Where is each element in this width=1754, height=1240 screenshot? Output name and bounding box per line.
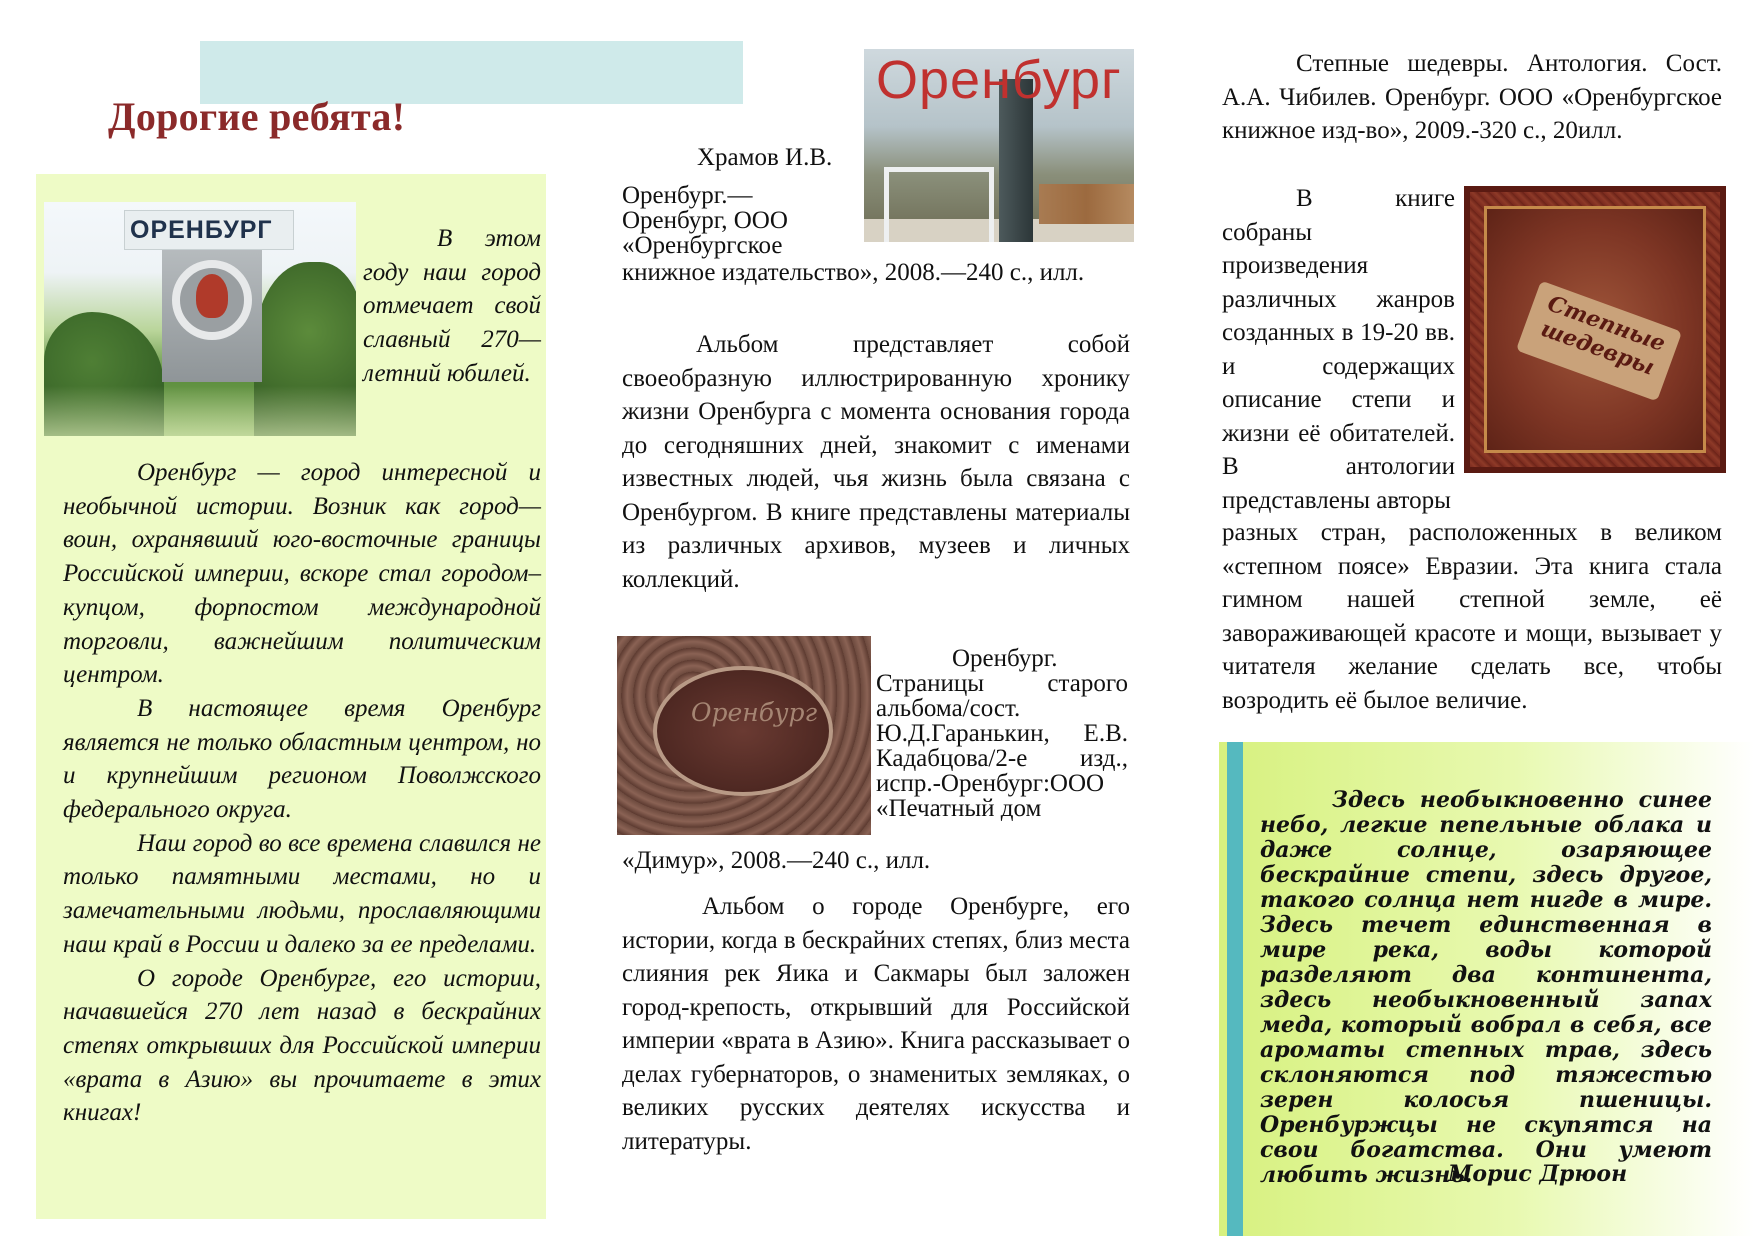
intro-text (363, 222, 541, 391)
book3-description: В книге собраны произведения различных жанров созданных в 19-20 вв. и содержащих описание степи и жизни её обитателей. В антологии представлены авторы (1222, 185, 1455, 514)
quote-text: Здесь необыкновенно синее небо, легкие пепельные облака и даже солнце, озаряющее бескрайние степи, здесь другое, такого солнца нет нигде в мире. Здесь течет единственная в мире река, воды которой разделяют два континента, здесь необыкновенный запах меда, который вобрал в себя, все ароматы степных трав, здесь склоняются под тяжестью зерен колосья пшеницы. Оренбуржцы не скупятся на свои богатства. Они умеют любить жизнь. (1260, 787, 1712, 1188)
book3-description-continued: разных стран, расположенных в великом «степном поясе» Евразии. Эта книга стала гимном нашей степной земле, её завораживающей красоте и мощи, вызывает у читателя желание сделать все, чтобы возродить её былое величие. (1222, 519, 1722, 714)
quote-author: Морис Дрюон (1448, 1161, 1628, 1187)
book1-description: Альбом представляет собой своеобразную иллюстрированную хронику жизни Оренбурга с момента основания города до сегодняшних дней, знакомит с именами известных людей, чья жизнь была связана с Оренбургом. В книге представлены материалы из различных архивов, музеев и личных коллекций. (622, 331, 1130, 593)
intro-paragraph: Оренбург — город интересной и необычной истории. Возник как город—воин, охранявший юго-восточные границы Российской империи, вскоре стал городом–купцом, форпостом международной торговли, важнейшим политическим центром. (63, 459, 541, 689)
book2-reference-rest: «Димур», 2008.—240 с., илл. (622, 847, 931, 874)
book2-description: Альбом о городе Оренбурге, его истории, когда в бескрайних степях, близ места слияния рек Яика и Сакмары был заложен город-крепость, открывший для Российской империи «врата в Азию». Книга рассказывает о делах губернаторов, о знаменитых земляках, о великих русских деятелях искусства и литературы. (622, 893, 1130, 1155)
book1-reference-rest: книжное издательство», 2008.—240 с., илл. (622, 259, 1085, 286)
book1-cover-title: Оренбург (876, 50, 1122, 110)
book1-author: Храмов И.В. (697, 144, 833, 171)
welcome-sign-text: ОРЕНБУРГ (130, 216, 273, 244)
intro-paragraph: В настоящее время Оренбург является не только областным центром, но и крупнейшим регионом Поволжского федерального округа. (63, 694, 541, 824)
intro-body (63, 456, 541, 1130)
book3-reference: Степные шедевры. Антология. Сост. А.А. Чибилев. Оренбург. ООО «Оренбургское книжное изд-во», 2009.-320 с., 20илл. (1222, 50, 1722, 144)
book2-cover (617, 636, 871, 835)
book3-cover (1464, 186, 1726, 473)
book1-reference: Оренбург.— Оренбург, ООО «Оренбургское (622, 182, 788, 259)
book2-cover-title: Оренбург (691, 698, 818, 727)
intro-paragraph: В этом году наш город отмечает свой славный 270—летний юбилей. (363, 225, 541, 387)
book2-reference: Оренбург. Страницы старого альбома/сост. Ю.Д.Гаранькин, Е.В. Кадабцова/2-е изд., испр.-Оренбург:ООО «Печатный дом (876, 645, 1128, 822)
intro-paragraph: О городе Оренбурге, его истории, начавшейся 270 лет назад в бескрайних степях открывших для Российской империи «врата в Азию» вы прочитаете в этих книгах! (63, 964, 541, 1127)
book1-cover (864, 49, 1134, 242)
quote-accent-bar (1227, 742, 1243, 1236)
page-title: Дорогие ребята! (108, 94, 406, 139)
intro-paragraph: Наш город во все времена славился не только памятными местами, но и замечательными людьми, прославляющими наш край в России и далеко за ее пределами. (63, 829, 541, 958)
welcome-sign-photo (44, 202, 356, 436)
book3-cover-title: Степные шедевры (1537, 290, 1669, 381)
